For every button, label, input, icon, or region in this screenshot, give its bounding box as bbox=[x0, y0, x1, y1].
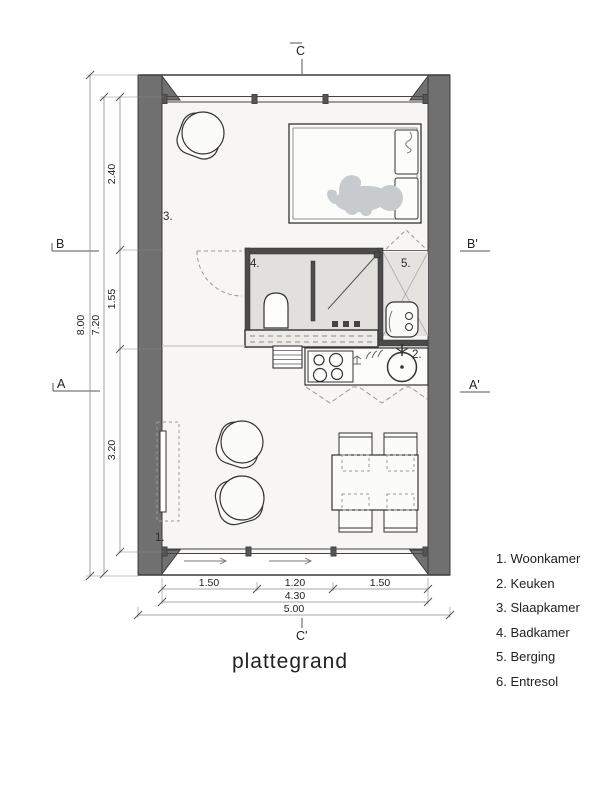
pillow bbox=[395, 130, 418, 174]
room-number-woonkamer: 1. bbox=[155, 532, 165, 544]
shower-partition bbox=[311, 261, 315, 321]
dim-left-seg-bottom: 3.20 bbox=[106, 439, 118, 461]
room-number-badkamer: 4. bbox=[250, 258, 260, 270]
section-label-c: C bbox=[296, 44, 306, 58]
legend-item-berging: 5. Berging bbox=[496, 649, 556, 664]
section-label-a-prime: A' bbox=[469, 378, 480, 392]
dim-bottom-outer: 5.00 bbox=[283, 603, 305, 615]
legend-item-woonkamer: 1. Woonkamer bbox=[496, 551, 581, 566]
ladder-icon bbox=[273, 346, 302, 368]
entresol-strip bbox=[245, 330, 378, 347]
door-joint bbox=[423, 547, 428, 556]
dim-left-seg-mid: 1.55 bbox=[106, 288, 118, 310]
dining-table bbox=[332, 455, 418, 510]
dim-bottom-seg-left: 1.50 bbox=[198, 577, 220, 589]
section-label-b-prime: B' bbox=[467, 237, 478, 251]
dim-left-seg-top: 2.40 bbox=[106, 163, 118, 185]
section-label-b: B bbox=[56, 237, 65, 251]
kitchen-counter bbox=[305, 344, 428, 385]
washing-machine-icon bbox=[386, 302, 418, 337]
room-number-keuken: 2. bbox=[412, 349, 422, 361]
legend-item-entresol: 6. Entresol bbox=[496, 673, 559, 689]
dim-left-inner: 7.20 bbox=[90, 314, 102, 336]
dim-left-outer: 8.00 bbox=[75, 314, 87, 336]
door-joint bbox=[246, 547, 251, 556]
slide-arrows bbox=[184, 558, 311, 564]
window-mullion bbox=[323, 95, 328, 104]
room-number-slaapkamer: 3. bbox=[163, 211, 173, 223]
room-legend bbox=[496, 547, 580, 694]
section-label-c-prime: C' bbox=[296, 629, 308, 643]
door-joint bbox=[331, 547, 336, 556]
dim-bottom-seg-mid: 1.20 bbox=[284, 577, 306, 589]
shower-door-hinge bbox=[374, 252, 380, 258]
section-label-a: A bbox=[57, 377, 66, 391]
legend-item-badkamer: 4. Badkamer bbox=[496, 624, 570, 640]
window-mullion bbox=[162, 95, 167, 104]
shower-controls bbox=[332, 321, 360, 327]
drawing-title: plattegrand bbox=[231, 650, 349, 673]
toilet-icon bbox=[264, 293, 288, 328]
legend-item-keuken: 2. Keuken bbox=[496, 575, 555, 591]
legend-item-slaapkamer: 3. Slaapkamer bbox=[496, 600, 580, 615]
left-wall bbox=[138, 75, 162, 575]
room-number-berging: 5. bbox=[401, 258, 411, 270]
window-mullion bbox=[423, 95, 428, 104]
dim-bottom-seg-right: 1.50 bbox=[369, 577, 391, 589]
window-mullion bbox=[252, 95, 257, 104]
door-joint bbox=[162, 547, 167, 556]
right-wall bbox=[428, 75, 450, 575]
dim-bottom-inner: 4.30 bbox=[284, 590, 306, 602]
